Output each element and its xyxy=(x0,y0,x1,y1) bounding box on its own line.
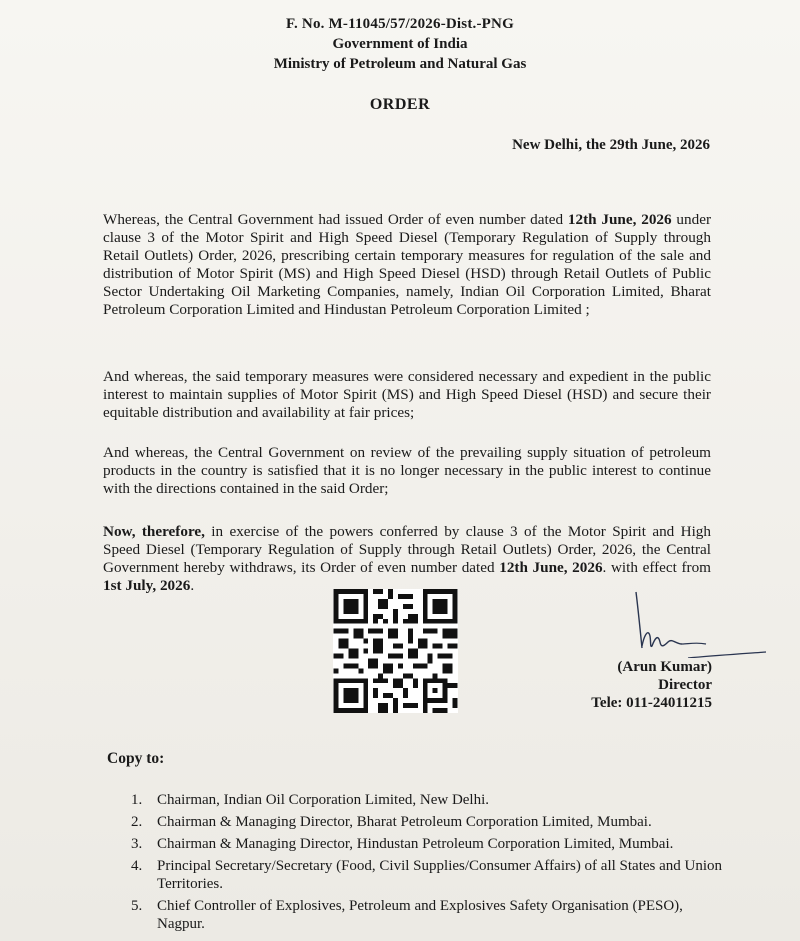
p4-bold-lead: Now, therefore, xyxy=(103,523,205,540)
government-heading: Government of India xyxy=(332,36,468,52)
ministry-heading: Ministry of Petroleum and Natural Gas xyxy=(273,56,527,72)
order-date: New Delhi, the 29th June, 2026 xyxy=(512,137,710,153)
list-item-text: Chairman, Indian Oil Corporation Limited, New Delhi. xyxy=(157,792,490,808)
paragraph-whereas-1 xyxy=(103,211,711,319)
list-item-number: 4. xyxy=(131,858,143,874)
copy-to-list xyxy=(131,791,731,933)
list-item-number: 1. xyxy=(131,792,143,808)
p4-date-bold: 12th June, 2026 xyxy=(499,559,603,576)
list-item-text: Principal Secretary/Secretary (Food, Civil Supplies/Consumer Affairs) of all States and Union Territories. xyxy=(157,858,723,892)
copy-to-heading: Copy to: xyxy=(107,750,165,767)
p1-date-bold: 12th June, 2026 xyxy=(567,211,672,228)
list-item xyxy=(131,857,731,893)
list-item xyxy=(131,897,731,933)
p4-text-1: in exercise of the powers conferred by clause 3 of the Motor Spirit and High Speed Diesel (Temporary Regulation of Supply through Retail Outlets) Order, 2026, the Central Government hereby withdraws, its Order of even number dated xyxy=(103,523,711,576)
list-item-number: 3. xyxy=(131,836,143,852)
list-item-number: 5. xyxy=(131,898,143,914)
paragraph-whereas-2: And whereas, the said temporary measures were considered necessary and expedient in the public interest to maintain supplies of Motor Spirit (MS) and High Speed Diesel (HSD) and secure their equitable distribution and availability at fair prices; xyxy=(103,368,711,421)
p4-text-3: . xyxy=(190,577,195,594)
list-item xyxy=(131,791,731,809)
list-item-text: Chief Controller of Explosives, Petroleum and Explosives Safety Organisation (PESO), Nagpur. xyxy=(157,898,683,932)
list-item-text: Chairman & Managing Director, Hindustan Petroleum Corporation Limited, Mumbai. xyxy=(157,836,674,852)
list-item-text: Chairman & Managing Director, Bharat Petroleum Corporation Limited, Mumbai. xyxy=(157,814,652,830)
p4-effective-date: 1st July, 2026 xyxy=(103,577,191,594)
handwritten-signature-icon xyxy=(628,588,768,658)
signature-block xyxy=(591,658,712,712)
p1-text-1: Whereas, the Central Government had issued Order of even number dated xyxy=(103,211,568,228)
page-title: ORDER xyxy=(369,96,431,113)
signatory-designation: Director xyxy=(658,677,712,693)
list-item xyxy=(131,813,731,831)
p4-text-2: . with effect from xyxy=(602,559,711,576)
signatory-name: (Arun Kumar) xyxy=(617,659,712,675)
list-item xyxy=(131,835,731,853)
list-item-number: 2. xyxy=(131,814,143,830)
signatory-phone: Tele: 011-24011215 xyxy=(591,695,712,711)
p1-text-2: under clause 3 of the Motor Spirit and High Speed Diesel (Temporary Regulation of Supply through Retail Outlets) Order, 2026, prescribing certain temporary measures for regulation of the sale and distribution of Motor Spirit (MS) and High Speed Diesel (HSD) through Retail Outlets of Public Sector Undertaking Oil Marketing Companies, namely, Indian Oil Corporation Limited, Bharat Petroleum Corporation Limited and Hindustan Petroleum Corporation Limited ; xyxy=(103,211,711,318)
paragraph-now-therefore xyxy=(103,523,711,595)
paragraph-whereas-3: And whereas, the Central Government on review of the prevailing supply situation of petroleum products in the country is satisfied that it is no longer necessary in the public interest to continue with the directions contained in the said Order; xyxy=(103,444,711,497)
qr-code-icon[interactable] xyxy=(333,589,458,713)
file-number: F. No. M-11045/57/2026-Dist.-PNG xyxy=(286,16,514,32)
